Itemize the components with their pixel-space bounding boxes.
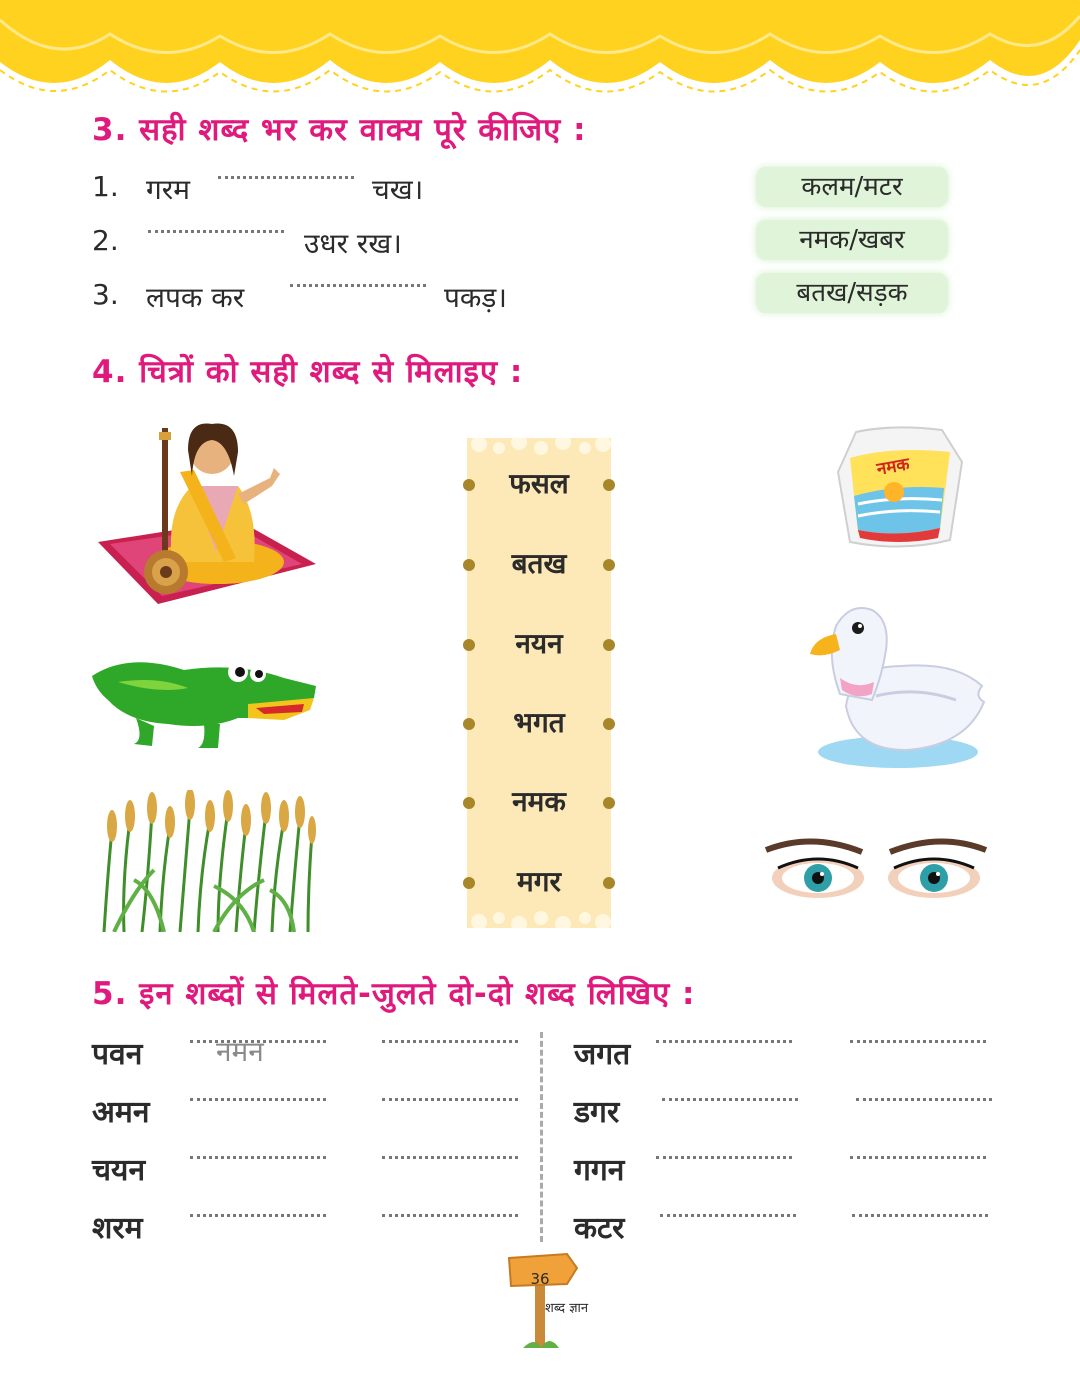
- q3-row-before: लपक कर: [146, 281, 245, 314]
- answer-blank[interactable]: [856, 1098, 992, 1101]
- match-word[interactable]: [467, 624, 611, 664]
- q3-row-after: चख।: [372, 173, 424, 206]
- option-box-2: नमक/खबर: [756, 220, 948, 260]
- match-word-label: नमक: [512, 785, 566, 818]
- strip-bubbles-top: [467, 438, 611, 462]
- match-word-label: बतख: [511, 547, 567, 580]
- q5-left-word: अमन: [92, 1095, 150, 1130]
- q3-row-after: पकड़।: [444, 281, 508, 314]
- strip-bubbles-bottom: [467, 904, 611, 928]
- q5-left-word: पवन: [92, 1037, 143, 1072]
- match-dot-right[interactable]: [603, 877, 615, 889]
- answer-blank[interactable]: [382, 1214, 518, 1217]
- answer-blank[interactable]: [190, 1098, 326, 1101]
- match-dot-right[interactable]: [603, 479, 615, 491]
- match-word[interactable]: [467, 544, 611, 584]
- match-dot-right[interactable]: [603, 718, 615, 730]
- q5-left-word: चयन: [92, 1153, 146, 1188]
- q5-right-word: गगन: [574, 1153, 625, 1188]
- option-box-3: बतख/सड़क: [756, 273, 948, 313]
- word-strip: [467, 438, 611, 928]
- answer-blank[interactable]: [662, 1098, 798, 1101]
- match-word[interactable]: [467, 464, 611, 504]
- match-word-label: फसल: [509, 467, 569, 500]
- crocodile-image[interactable]: [88, 648, 320, 752]
- answer-blank[interactable]: [382, 1098, 518, 1101]
- sage-image[interactable]: [88, 412, 320, 608]
- salt-packet-image[interactable]: [832, 422, 968, 552]
- answer-blank[interactable]: [382, 1156, 518, 1159]
- match-word[interactable]: [467, 703, 611, 743]
- q3-row-number: 2.: [92, 224, 119, 257]
- wheat-field-image[interactable]: [94, 790, 316, 932]
- q3-title: 3. सही शब्द भर कर वाक्य पूरे कीजिए :: [92, 112, 587, 148]
- eyes-image[interactable]: [762, 828, 990, 908]
- match-word[interactable]: [467, 782, 611, 822]
- match-word-label: मगर: [517, 865, 561, 898]
- q5-right-word: डगर: [574, 1095, 620, 1130]
- column-divider: [540, 1032, 543, 1242]
- blank-line[interactable]: [148, 230, 284, 233]
- option-box-1: कलम/मटर: [756, 167, 948, 207]
- q3-row-number: 1.: [92, 170, 119, 203]
- q3-row-after: उधर रख।: [304, 227, 402, 260]
- answer-blank[interactable]: [656, 1156, 792, 1159]
- q5-right-word: जगत: [574, 1037, 631, 1072]
- blank-line[interactable]: [290, 284, 426, 287]
- match-word[interactable]: [467, 862, 611, 902]
- q3-row-number: 3.: [92, 278, 119, 311]
- match-dot-right[interactable]: [603, 797, 615, 809]
- answer-blank[interactable]: [656, 1040, 792, 1043]
- match-dot-right[interactable]: [603, 639, 615, 651]
- answer-blank[interactable]: [852, 1214, 988, 1217]
- blank-line[interactable]: [218, 176, 354, 179]
- book-name: शब्द ज्ञान: [545, 1301, 589, 1316]
- duck-image[interactable]: [806, 596, 990, 774]
- answer-blank[interactable]: [850, 1040, 986, 1043]
- answer-blank[interactable]: [382, 1040, 518, 1043]
- scalloped-banner: [0, 0, 1080, 110]
- answer-blank[interactable]: [190, 1214, 326, 1217]
- answer-blank[interactable]: [850, 1156, 986, 1159]
- q5-title: 5. इन शब्दों से मिलते-जुलते दो-दो शब्द लिखिए :: [92, 976, 696, 1012]
- match-word-label: भगत: [513, 706, 565, 739]
- q5-right-word: कटर: [574, 1211, 625, 1246]
- match-word-label: नयन: [515, 627, 563, 660]
- match-dot-right[interactable]: [603, 559, 615, 571]
- q3-row-before: गरम: [146, 173, 190, 206]
- page-number: 36: [530, 1270, 550, 1288]
- q4-title: 4. चित्रों को सही शब्द से मिलाइए :: [92, 354, 524, 390]
- answer-blank[interactable]: [660, 1214, 796, 1217]
- salt-packet-label: नमक: [875, 454, 911, 480]
- answer-blank[interactable]: [190, 1156, 326, 1159]
- sample-answer: नमन: [216, 1035, 264, 1068]
- q5-left-word: शरम: [92, 1211, 143, 1246]
